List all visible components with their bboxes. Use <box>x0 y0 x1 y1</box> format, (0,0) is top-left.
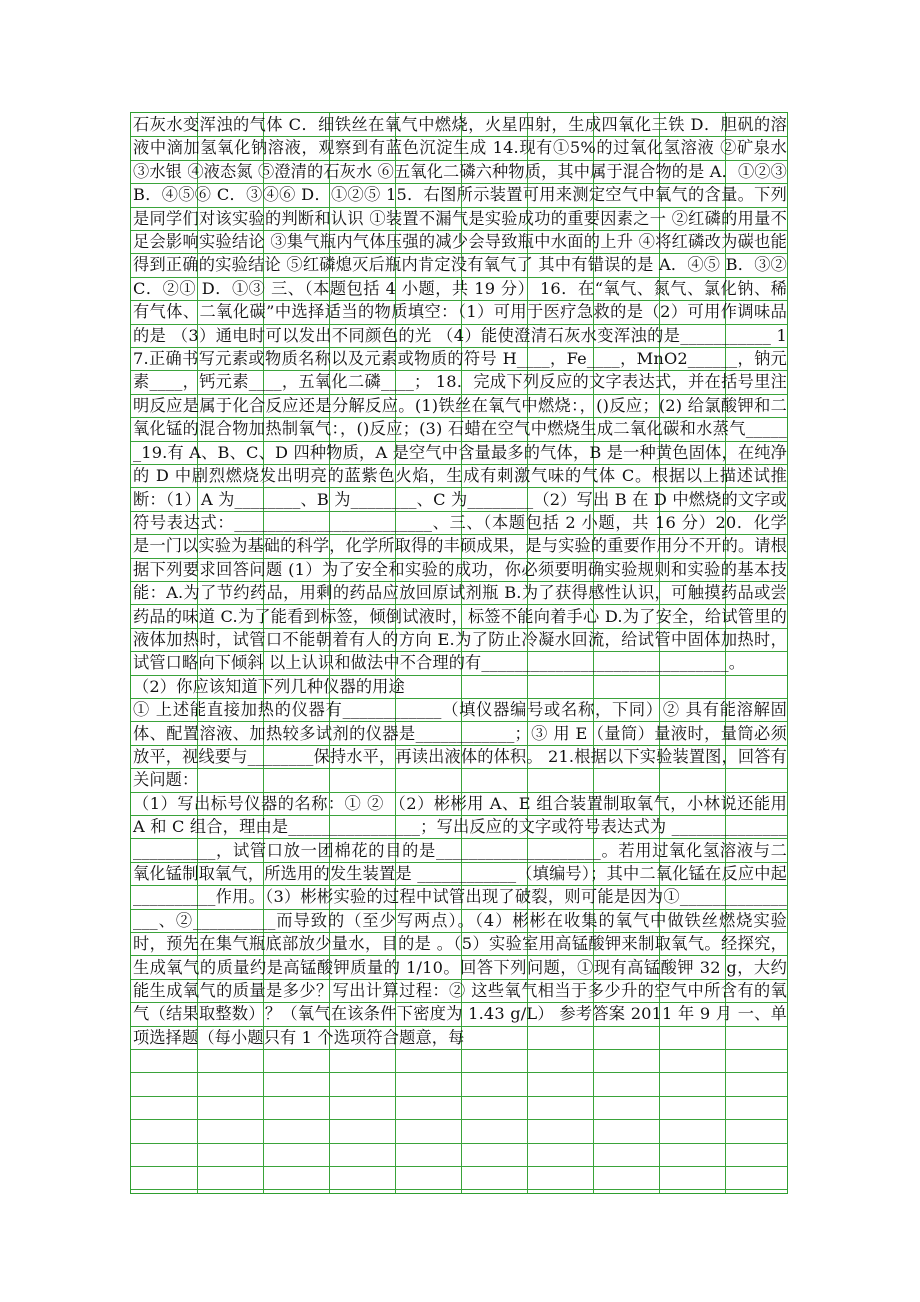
grid-row-line <box>131 1096 788 1097</box>
grid-row-line <box>131 1189 788 1190</box>
grid-row-line <box>131 1143 788 1144</box>
paragraph-question-21-details: （1）写出标号仪器的名称：① ② （2）彬彬用 A、E 组合装置制取氧气，小林说还能用 A 和 C 组合，理由是________________；写出反应的文字或符号表达式为 ________________________，试管口放一团棉花的目的是____________________。若用过氧化氢溶液与二氧化锰制取氧气，所选用的发生装置是 ____________（填编号）；其中二氧化锰在反应中起__________作用。（3）彬彬实验的过程中试管出现了破裂，则可能是因为①________________、②__________而导致的（至少写两点）。（4）彬彬在收集的氧气中做铁丝燃烧实验时，预先在集气瓶底部放少量水，目的是 。（5）实验室用高锰酸钾来制取氧气。经探究，生成氧气的质量约是高锰酸钾质量的 1/10。回答下列问题，①现有高锰酸钾 32 g，大约能生成氧气的质量是多少？写出计算过程：② 这些氧气相当于多少升的空气中所含有的氧气（结果取整数）？（氧气在该条件下密度为 1.43 g/L） 参考答案 2011 年 9 月 一、单项选择题（每小题只有 1 个选项符合题意，每 <box>133 793 787 1047</box>
document-text <box>133 113 787 1049</box>
grid-row-line <box>131 1072 788 1073</box>
paragraph-questions-20-21: ① 上述能直接加热的仪器有____________（填仪器编号或名称，下同）② 具有能溶解固体、配置溶液、加热较多试剂的仪器是____________；③ 用 E（量筒）量液时，量筒必须放平，视线要与________保持水平，再读出液体的体积。 21.根据以下实验装置图，回答有关问题： <box>133 700 787 790</box>
grid-row-line <box>131 1119 788 1120</box>
paragraph-instruments: （2）你应该知道下列几种仪器的用途 <box>133 676 405 696</box>
paragraph-main: 石灰水变浑浊的气体 C．细铁丝在氧气中燃烧，火星四射，生成四氧化三铁 D．胆矾的溶液中滴加氢氧化钠溶液，观察到有蓝色沉淀生成 14.现有①5%的过氧化氢溶液 ②矿泉水 ③水银 ④液态氮 ⑤澄清的石灰水 ⑥五氧化二磷六种物质，其中属于混合物的是 A．①②③ B．④⑤⑥ C．③④⑥ D．①②⑤ 15．右图所示装置可用来测定空气中氧气的含量。下列是同学们对该实验的判断和认识 ①装置不漏气是实验成功的重要因素之一 ②红磷的用量不足会影响实验结论 ③集气瓶内气体压强的减少会导致瓶中水面的上升 ④将红磷改为碳也能得到正确的实验结论 ⑤红磷熄灭后瓶内肯定没有氧气了 其中有错误的是 A．④⑤ B．③② C．②① D．①③ 三、（本题包括 4 小题，共 19 分） 16．在“氧气、氮气、氯化钠、稀有气体、二氧化碳”中选择适当的物质填空：（1）可用于医疗急救的是（2）可用作调味品的是 （3）通电时可以发出不同颜色的光 （4）能使澄清石灰水变浑浊的是___________ 17.正确书写元素或物质名称以及元素或物质的符号 H____，Fe____，MnO2______，钠元素____，钙元素____，五氧化二磷____； 18．完成下列反应的文字表达式，并在括号里注明反应是属于化合反应还是分解反应。(1)铁丝在氧气中燃烧：，()反应；(2) 给氯酸钾和二氧化锰的混合物加热制氧气：，()反应；(3) 石蜡在空气中燃烧生成二氧化碳和水蒸气______19.有 A、B、C、D 四种物质，A 是空气中含量最多的气体，B 是一种黄色固体，在纯净的 D 中剧烈燃烧发出明亮的蓝紫色火焰，生成有刺激气味的气体 C。根据以上描述试推断：（1）A 为________、B 为________、C 为________（2）写出 B 在 D 中燃烧的文字或符号表达式：________________________、三、（本题包括 2 小题，共 16 分）20．化学是一门以实验为基础的科学，化学所取得的丰硕成果，是与实验的重要作用分不开的。请根据下列要求回答问题 (1）为了安全和实验的成功，你必须要明确实验规则和实验的基本技能：A.为了节约药品，用剩的药品应放回原试剂瓶 B.为了获得感性认识，可触摸药品或尝药品的味道 C.为了能看到标签，倾倒试液时，标签不能向着手心 D.为了安全，给试管里的液体加热时，试管口不能朝着有人的方向 E.为了防止冷凝水回流，给试管中固体加热时，试管口略向下倾斜 以上认识和做法中不合理的有______________________________。 <box>133 115 787 673</box>
grid-row-line <box>131 1166 788 1167</box>
document-page <box>130 112 788 1194</box>
